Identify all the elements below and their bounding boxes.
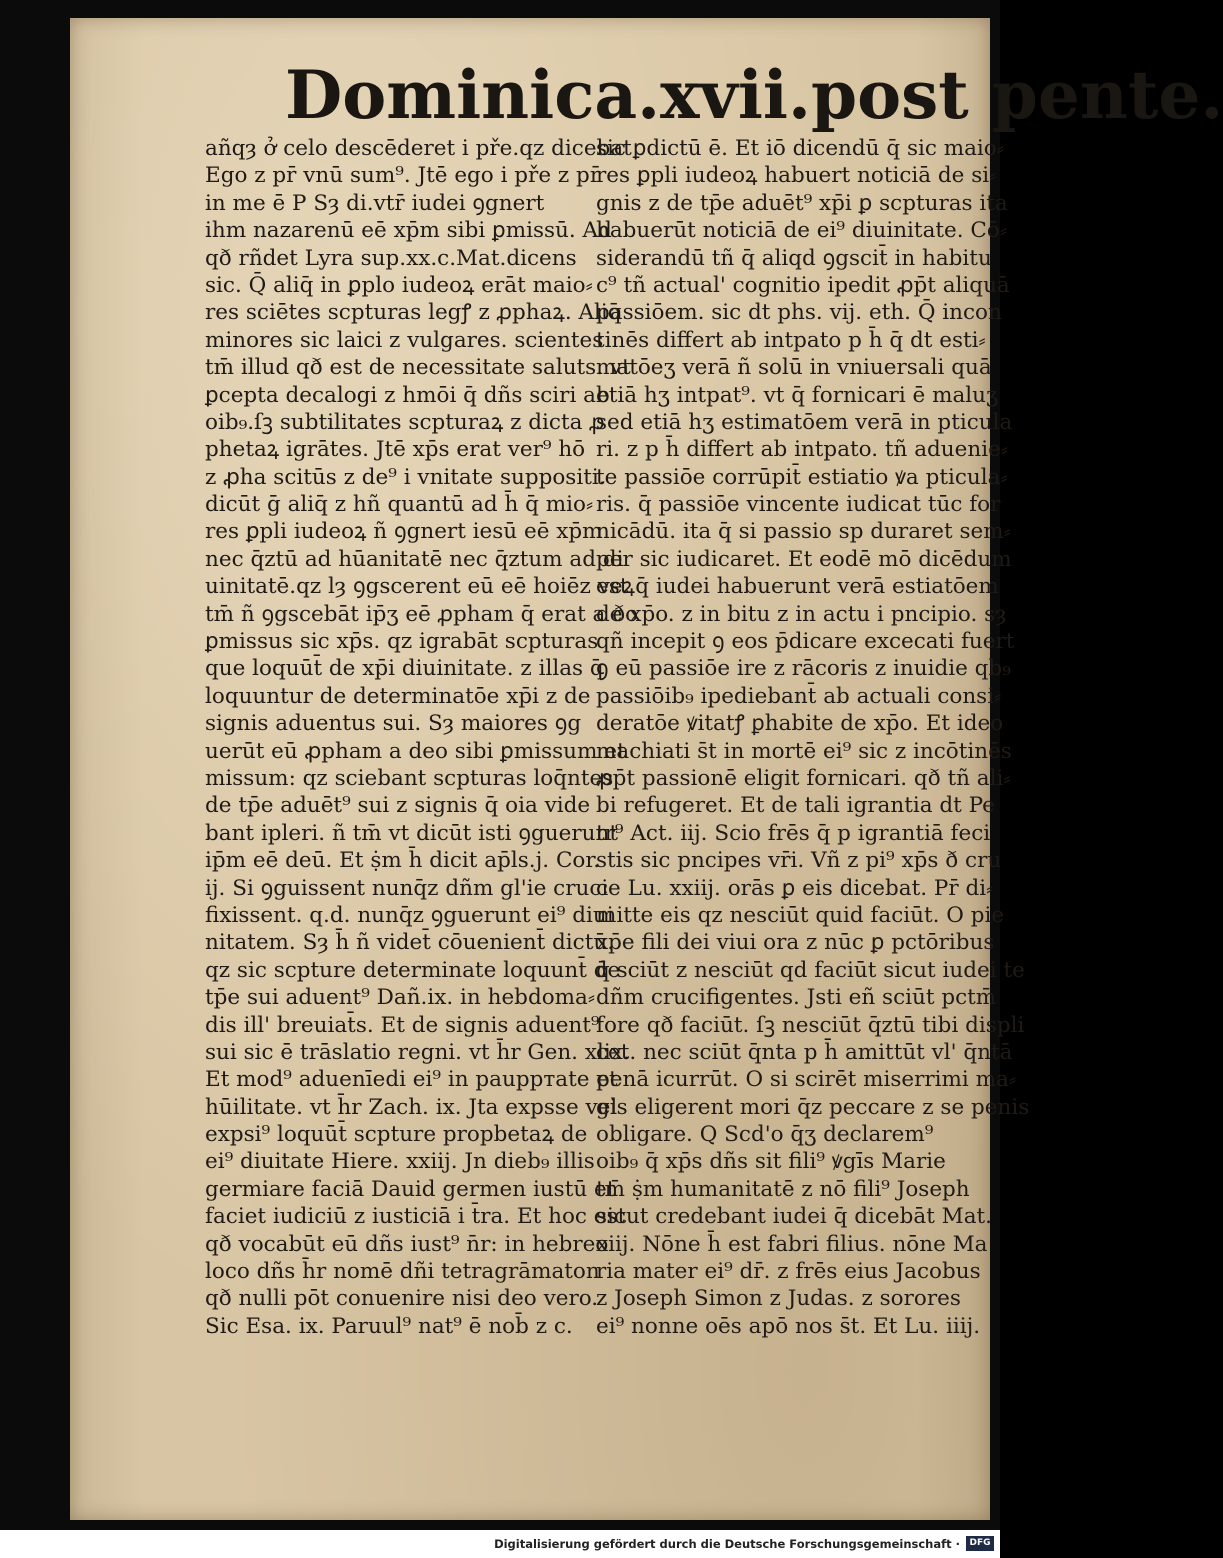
text-line: te passiōe corrūpit̄ estiatio ꝟa pticula⸗: [596, 464, 1008, 490]
text-line: xiij. Nōne h̄ est fabri filius. nōne Ma: [596, 1231, 988, 1257]
text-line: qð nulli pōt conuenire nisi deo vero.: [205, 1286, 599, 1312]
text-line: etiā hʒ intpat⁹. vt q̄ fornicari ē maluʒ: [596, 382, 999, 408]
text-line: que loquūt̄ de xp̄i diuinitate. z illas q̄: [205, 656, 604, 682]
text-line: xp̄e fili dei viui ora z nūc ꝑ pctōribus: [596, 930, 995, 956]
text-line: añqȝ ở celo descēderet i pře.qz dicebat: [205, 136, 632, 161]
text-line: c⁹ tñ actual' cognitio ipedit ꝓp̄t aliquā: [596, 272, 1010, 298]
running-heading: Dominica.xvii.post pente.: [285, 56, 1223, 134]
text-line: est q̄ iudei habuerunt verā estiatōem: [596, 574, 999, 600]
text-line: ce Lu. xxiij. orās ꝑ eis dicebat. Pr̄ di⸗: [596, 875, 994, 901]
text-line: qz sic scpture determinate loquunt̄ de: [205, 957, 621, 983]
text-line: gnis z de tp̄e aduēt⁹ xp̄i ꝑ scpturas ita: [596, 190, 1008, 216]
text-line: uinitatē.qz lȝ ꝯgscerent eū eē hoiēz veꝝ: [205, 574, 635, 600]
text-line: tinēs differt ab intpato p h̄ q̄ dt esti⸗: [596, 327, 986, 353]
text-line: tm̄ illud qð est de necessitate saluts. vt: [205, 355, 631, 381]
text-column-left: [205, 135, 639, 1340]
text-line: habuerūt noticiā de ei⁹ diuinitate. Cō⸗: [596, 218, 1007, 244]
text-line: in me ē P Sȝ di.vtr̄ iudei ꝯgnert: [205, 190, 545, 216]
text-line: siderandū tñ q̄ aliqd ꝯgscit̄ in habitu: [596, 245, 992, 271]
text-line: ij. Si ꝯguissent nunq̄z dñm gl'ie cruci: [205, 875, 609, 901]
text-line: bant ipleri. ñ tm̄ vt dicūt isti ꝯguerunt: [205, 820, 618, 846]
text-line: de tp̄e aduēt⁹ sui z signis q̄ oia vide: [205, 793, 591, 819]
text-line: bi refugeret. Et de tali igrantia dt Pe: [596, 793, 995, 819]
text-line: ꝓp̄t passionē eligit fornicari. qð tñ ali⸗: [596, 765, 1011, 791]
text-line: ris. q̄ passiōe vincente iudicat tūc for: [596, 492, 1001, 518]
text-line: res ꝑpli iudeoꝝ ñ ꝯgnert iesū eē xp̄m: [205, 519, 603, 545]
text-line: res ꝑpli iudeoꝝ habuert noticiā de si⸗: [596, 163, 997, 189]
text-line: Ego z pr̄ vnū sum⁹. Jtē ego i pře z pr̄: [205, 163, 601, 189]
text-line: passiōem. sic dt phs. vij. eth. Q̄ incon: [596, 300, 1002, 326]
text-column-right: [596, 135, 1030, 1340]
text-line: dis ill' breuiat̄s. Et de signis aduent⁹: [205, 1012, 600, 1038]
text-line: z Joseph Simon z Judas. z sorores: [596, 1286, 961, 1312]
text-line: sic ꝑdictū ē. Et iō dicendū q̄ sic maio⸗: [596, 136, 1004, 161]
text-line: sed etiā hʒ estimatōem verā in pticula: [596, 409, 1013, 435]
text-line: minores sic laici z vulgares. scientes: [205, 327, 604, 353]
text-line: ꝑcepta decalogi z hmōi q̄ dñs sciri ab: [205, 382, 610, 408]
dfg-logo: DFG: [966, 1536, 994, 1551]
text-line: sui sic ē trāslatio regni. vt h̄r Gen. xlix.: [205, 1039, 630, 1065]
text-line: mitte eis qz nesciūt quid faciūt. O pie: [596, 902, 1005, 928]
text-line: fixissent. q.d. nunq̄z ꝯguerunt ei⁹ diui: [205, 902, 614, 928]
text-line: ria mater ei⁹ dr̄. z frēs eius Jacobus: [596, 1259, 981, 1285]
text-line: z ꝓha scitūs z de⁹ i vnitate suppositi.: [205, 464, 606, 490]
text-line: res sciētes scpturas legꝭ z ꝓphaꝝ. Aliq̄: [205, 300, 622, 326]
text-line: expsi⁹ loquūt̄ scpture propbetaꝝ de: [205, 1122, 588, 1148]
text-line: nitatem. Sȝ h̄ ñ videt̄ cōuenient̄ dictū.: [205, 930, 615, 956]
footer-credit: Digitalisierung gefördert durch die Deutsche Forschungsgemeinschaft ·: [494, 1537, 960, 1551]
text-line: gis eligerent mori q̄z peccare z se penis: [596, 1094, 1030, 1120]
text-line: de xp̄o. z in bitu z in actu i pncipio. sȝ: [596, 601, 1007, 627]
text-line: sic. Q̄ aliq̄ in ꝑplo iudeoꝝ erāt maio⸗: [205, 272, 593, 298]
text-line: sicut credebant iudei q̄ dicebāt Mat.: [596, 1204, 992, 1230]
text-line: fore qð faciūt. ſꝫ nesciūt q̄ztū tibi displi: [596, 1012, 1025, 1038]
text-line: qð rñdet Lyra sup.xx.c.Mat.dicens: [205, 245, 577, 271]
text-line: ꝑmissus sic xp̄s. qz igrabāt scpturas: [205, 629, 599, 655]
text-line: tm̄ ṩm humanitatē z nō fili⁹ Joseph: [596, 1176, 970, 1202]
text-line: tm̄ ñ ꝯgscebāt ip̄ʒ eē ꝓpham q̄ erat a ðo: [205, 601, 639, 627]
text-line: Sic Esa. ix. Paruul⁹ nat⁹ ē nob̄ z c.: [205, 1313, 573, 1339]
text-line: cet. nec sciūt q̄nta p h̄ amittūt vl' q̄ntā: [596, 1039, 1013, 1065]
text-line: ri. z p h̄ differt ab intpato. tñ aduenie⸗: [596, 437, 1008, 463]
text-line: loquuntur de determinatōe xp̄i z de: [205, 683, 591, 709]
text-line: missum: qz sciebant scpturas loq̄ntes: [205, 765, 614, 791]
text-line: ei⁹ nonne oēs apō nos s̄t. Et Lu. iiij.: [596, 1313, 981, 1339]
text-line: qñ incepit ꝯ eos p̄dicare excecati fuert: [596, 629, 1015, 655]
text-line: q̄ sciūt z nesciūt qd faciūt sicut iudei te: [596, 957, 1025, 983]
text-line: obligare. Q Scd'o q̄ʒ declarem⁹: [596, 1122, 934, 1148]
text-line: machiati s̄t in mortē ei⁹ sic z incōtinēs: [596, 738, 1012, 764]
text-line: nicādū. ita q̄ si passio sp duraret sem⸗: [596, 519, 1011, 545]
text-line: germiare faciā Dauid germen iustū et: [205, 1176, 616, 1202]
text-line: ꝯ eū passiōe ire z rācoris z inuidie qb₉: [596, 656, 1011, 682]
text-line: phetaꝝ igrātes. Jtē xp̄s erat ver⁹ hō: [205, 437, 586, 463]
text-line: ihm nazarenū eē xp̄m sibi ꝑmissū. Ad: [205, 218, 612, 244]
text-line: uerūt eū ꝓpham a deo sibi ꝑmissum et: [205, 738, 626, 764]
text-line: loco dñs h̄r nomē dñi tetragrāmaton: [205, 1259, 600, 1285]
text-line: nec q̄ztū ad hūanitatē nec q̄ztum ad di: [205, 546, 624, 572]
text-line: dicūt ḡ aliq̄ z hñ quantū ad h̄ q̄ mio⸗: [205, 492, 594, 518]
text-line: passiōib₉ ipediebant̄ ab actuali consi⸗: [596, 683, 1002, 709]
text-line: dñm crucifigentes. Jsti eñ sciūt pctm̄: [596, 985, 997, 1011]
text-line: matōeʒ verā ñ solū in vniuersali quā: [596, 355, 992, 381]
text-line: ip̄m eē deū. Et ṩm h̄ dicit ap̄ls.j. Cor.: [205, 848, 601, 874]
text-line: oib₉ q̄ xp̄s dñs sit fili⁹ ꝟgīs Marie: [596, 1149, 946, 1175]
text-line: deratōe ꝟitatꝭ ꝑhabite de xp̄o. Et ideo: [596, 711, 1004, 737]
footer-bar: [0, 1530, 1000, 1558]
text-line: Et mod⁹ aduenīedi ei⁹ in paupртate et: [205, 1067, 618, 1093]
text-line: tr⁹ Act. iij. Scio frēs q̄ p igrantiā feci: [596, 820, 991, 846]
text-line: faciet iudiciū z iusticiā i t̄ra. Et hoc est: [205, 1204, 627, 1230]
text-line: signis aduentus sui. Sȝ maiores ꝯg: [205, 711, 582, 737]
text-line: penā icurrūt. O si scirēt miserrimi ma⸗: [596, 1067, 1017, 1093]
text-line: stis sic pncipes vr̄i. Vñ z pi⁹ xp̄s ð cru: [596, 848, 1002, 874]
text-line: oib₉.ſꝫ subtilitates scpturaꝝ z dicta ꝓ: [205, 409, 605, 435]
text-line: hūilitate. vt h̄r Zach. ix. Jta expsse vel: [205, 1094, 618, 1120]
text-line: qð vocabūt eū dñs iust⁹ n̄r: in hebreo: [205, 1231, 609, 1257]
text-line: ei⁹ diuitate Hiere. xxiij. Jn dieb₉ illis: [205, 1149, 595, 1175]
text-line: tp̄e sui aduent⁹ Dañ.ix. in hebdoma⸗: [205, 985, 596, 1011]
text-line: per sic iudicaret. Et eodē mō dicēdum: [596, 546, 1012, 572]
